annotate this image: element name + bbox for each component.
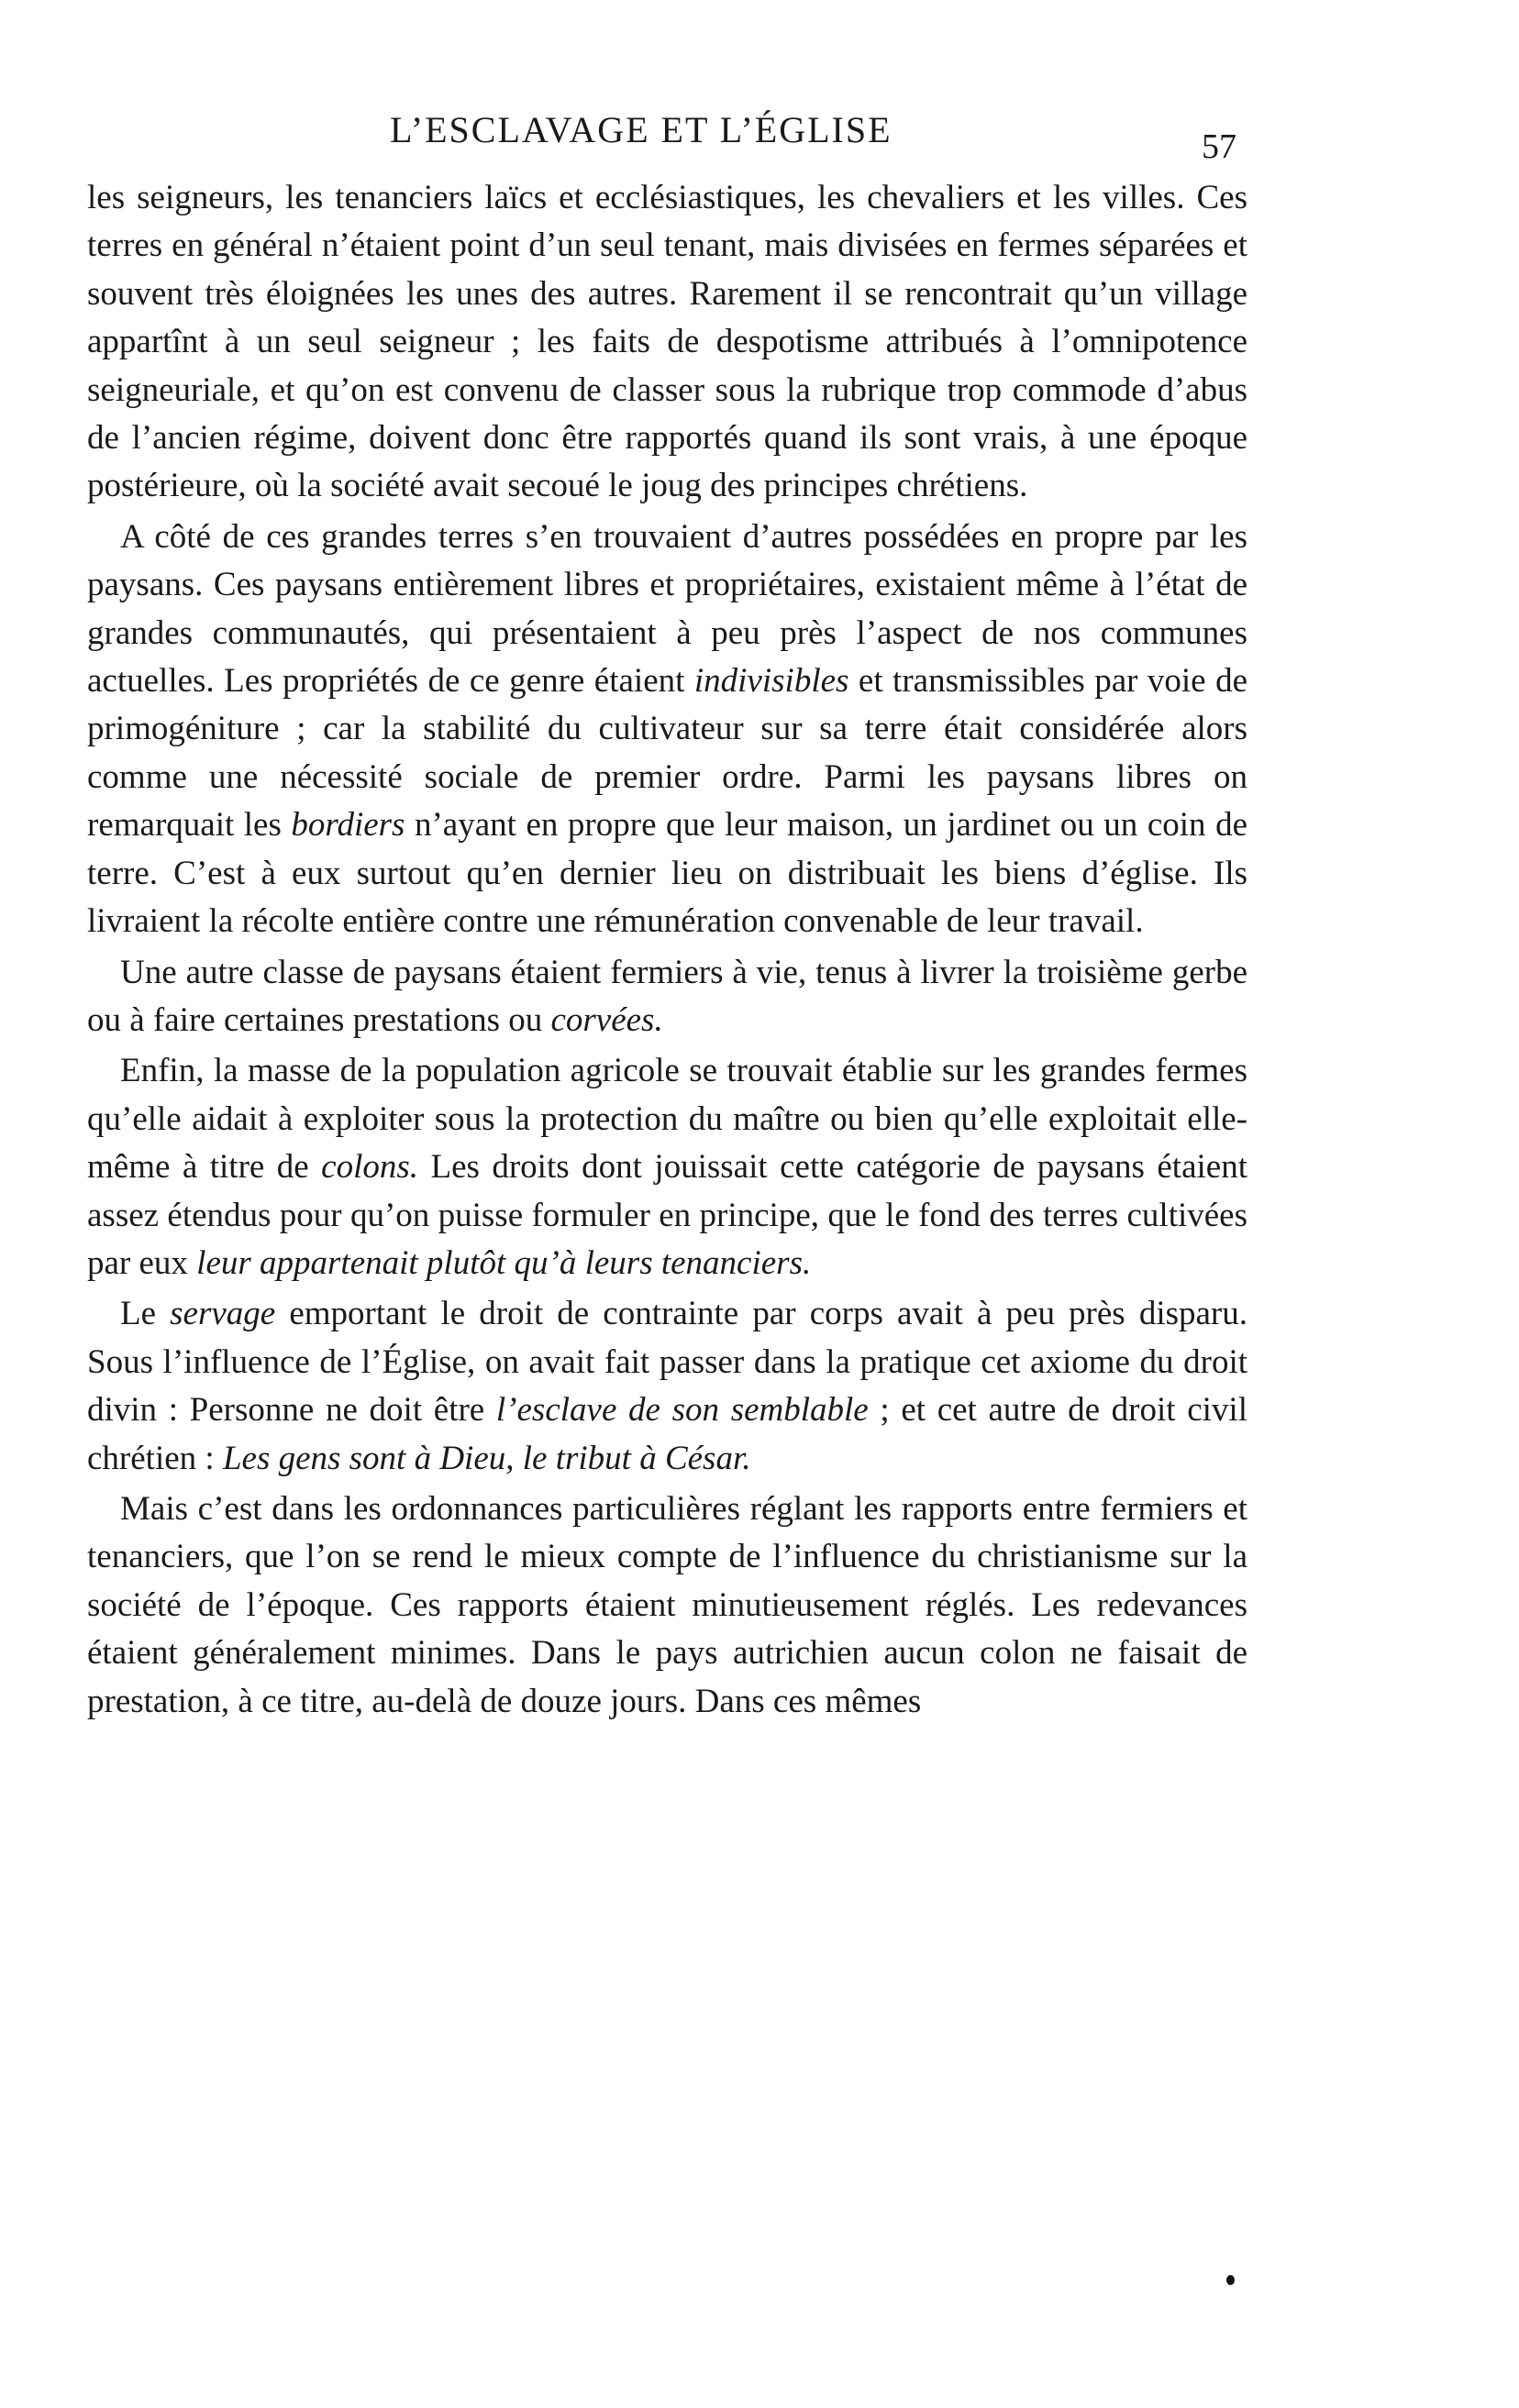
text-run: emportant le droit de contrainte par corps avait à peu près disparu. Sous l’influence de l’Église, on avait fait passer dans la pratique cet axiome du droit divin : Personne ne doit être — [87, 1295, 1247, 1430]
text-run: A côté de ces grandes terres s’en trouvaient d’autres possédées en propre par les paysans. Ces paysans entièrement libres et propriétaires, existaient même à l’état de grandes communautés, qui présentaient à peu près l’aspect de nos communes actuelles. Les propriétés de ce genre étaient — [87, 517, 1247, 701]
text-run: Les droits dont jouissait cette catégorie de paysans étaient assez étendus pour qu’on puisse formuler en principe, que le fond des terres cultivées par eux — [87, 1148, 1247, 1282]
body-text — [87, 174, 1247, 1729]
ink-speck — [1226, 2275, 1235, 2285]
text-run: Une autre classe de paysans étaient fermiers à vie, tenus à livrer la troisième gerbe ou à faire certaines prestations ou — [87, 953, 1247, 1039]
text-run: les seigneurs, les tenanciers laïcs et ecclésiastiques, les chevaliers et les villes. Ces terres en général n’étaient point d’un seul tenant, mais divisées en fermes séparées et souvent très éloignées les unes des autres. Rarement il se rencontrait qu’un village appartînt à un seul seigneur ; les faits de despotisme attribués à l’omnipotence seigneuriale, et qu’on est convenu de classer sous la rubrique trop commode d’abus de l’ancien régime, doivent donc être rapportés quand ils sont vrais, à une époque postérieure, où la société avait secoué le joug des principes chrétiens. — [87, 179, 1247, 505]
running-head-title: L’ESCLAVAGE ET L’ÉGLISE — [390, 109, 893, 150]
text-run: Mais c’est dans les ordonnances particulières réglant les rapports entre fermiers et tenanciers, que l’on se rend le mieux compte de l’influence du christianisme sur la société de l’époque. Ces rapports étaient minutieusement réglés. Les redevances étaient généralement minimes. Dans le pays autrichien aucun colon ne faisait de prestation, à ce titre, au-delà de douze jours. Dans ces mêmes — [87, 1489, 1247, 1720]
paragraph — [87, 949, 1247, 1045]
text-run: Le — [120, 1295, 171, 1333]
paragraph — [87, 1290, 1247, 1483]
italic-text: bordiers — [291, 806, 405, 845]
paragraph — [87, 1486, 1247, 1726]
italic-text: servage — [170, 1295, 276, 1333]
italic-text: corvées. — [550, 1000, 663, 1039]
italic-text: leur appartenait plutôt qu’à leurs tenanciers. — [196, 1243, 812, 1282]
italic-text: indivisibles — [693, 662, 849, 701]
text-run: et transmissibles par voie de primogéniture ; car la stabilité du cultivateur sur sa terre était considérée alors comme une nécessité sociale de premier ordre. Parmi les paysans libres on remarquait les — [87, 662, 1247, 845]
italic-text: Les gens sont à Dieu, le tribut à César. — [222, 1439, 751, 1477]
italic-text: l’esclave de son semblable — [495, 1391, 869, 1430]
page-number: 57 — [1202, 127, 1236, 166]
paragraph — [87, 174, 1247, 511]
italic-text: colons. — [321, 1148, 419, 1187]
text-run: Enfin, la masse de la population agricole se trouvait établie sur les grandes fermes qu’elle aidait à exploiter sous la protection du maître ou bien qu’elle exploitait elle-même à titre de — [87, 1052, 1247, 1187]
text-run: ; et cet autre de droit civil chrétien : — [87, 1391, 1247, 1477]
text-run: n’ayant en propre que leur maison, un jardinet ou un coin de terre. C’est à eux surtout qu’en dernier lieu on distribuait les biens d’église. Ils livraient la récolte entière contre une rémunération convenable de leur travail. — [87, 806, 1247, 941]
running-head — [0, 108, 1519, 166]
paragraph — [87, 1047, 1247, 1287]
paragraph — [87, 514, 1247, 946]
